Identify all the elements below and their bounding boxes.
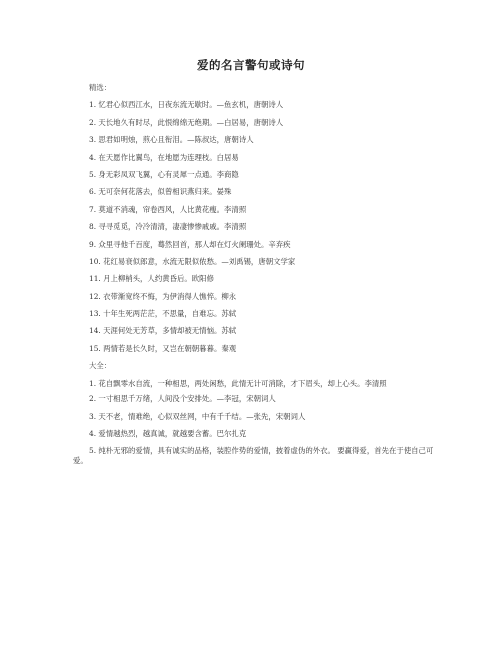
list-item: 1. 花自飘零水自流，一种相思，两处闲愁，此情无计可消除，才下眉头，却上心头。李清照	[89, 378, 387, 388]
list-item: 2. 一寸相思千万绪，人间没个安排处。—李冠，宋朝词人	[89, 394, 276, 404]
section-label-complete: 大全：	[89, 361, 112, 371]
list-item: 6. 无可奈何花落去，似曾相识燕归来。晏殊	[89, 187, 232, 197]
document-body	[73, 83, 437, 472]
list-item: 2. 天长地久有时尽，此恨绵绵无绝期。—白居易，唐朝诗人	[89, 117, 284, 127]
list-item: 12. 衣带渐宽终不悔，为伊消得人憔悴。柳永	[89, 291, 237, 301]
list-item: 1. 忆君心似西江水，日夜东流无歇时。—鱼玄机，唐朝诗人	[89, 100, 284, 110]
list-item: 4. 爱情越热烈，越真诚，就越要含蓄。巴尔扎克	[89, 428, 247, 438]
list-item: 3. 天不老，情难绝，心似双丝网，中有千千结。—张先，宋朝词人	[89, 411, 306, 421]
list-item: 10. 花红易衰似郎意，水流无限似侬愁。—刘禹锡，唐朝文学家	[89, 256, 296, 266]
list-item: 13. 十年生死两茫茫，不思量，自难忘。苏轼	[89, 309, 237, 319]
list-item: 3. 思君如明烛，煎心且衔泪。—陈叔达，唐朝诗人	[89, 135, 254, 145]
list-item: 5. 纯朴无邪的爱情，具有诚实的品格，装腔作势的爱情，披着虚伪的外衣。 要赢得爱，首先在于使自己可爱。	[73, 446, 434, 466]
list-item: 7. 莫道不消魂，帘卷西风，人比黄花瘦。李清照	[89, 204, 247, 214]
list-item: 4. 在天愿作比翼鸟，在地愿为连理枝。白居易	[89, 152, 239, 162]
list-item: 5. 身无彩凤双飞翼，心有灵犀一点通。李商隐	[89, 169, 239, 179]
complete-list	[73, 379, 437, 467]
list-item: 9. 众里寻他千百度，蓦然回首，那人却在灯火阑珊处。辛弃疾	[89, 239, 291, 249]
list-item: 11. 月上柳梢头，人约黄昏后。欧阳修	[89, 274, 214, 284]
list-item: 14. 天涯何处无芳草，多情却被无情恼。苏轼	[89, 326, 237, 336]
list-item: 15. 两情若是长久时，又岂在朝朝暮暮。秦观	[89, 343, 237, 353]
section-label-featured: 精选：	[89, 83, 112, 92]
list-item: 8. 寻寻觅觅，冷冷清清，凄凄惨惨戚戚。李清照	[89, 222, 247, 232]
featured-list	[73, 100, 437, 353]
page-title: 爱的名言警句或诗句	[197, 58, 305, 72]
